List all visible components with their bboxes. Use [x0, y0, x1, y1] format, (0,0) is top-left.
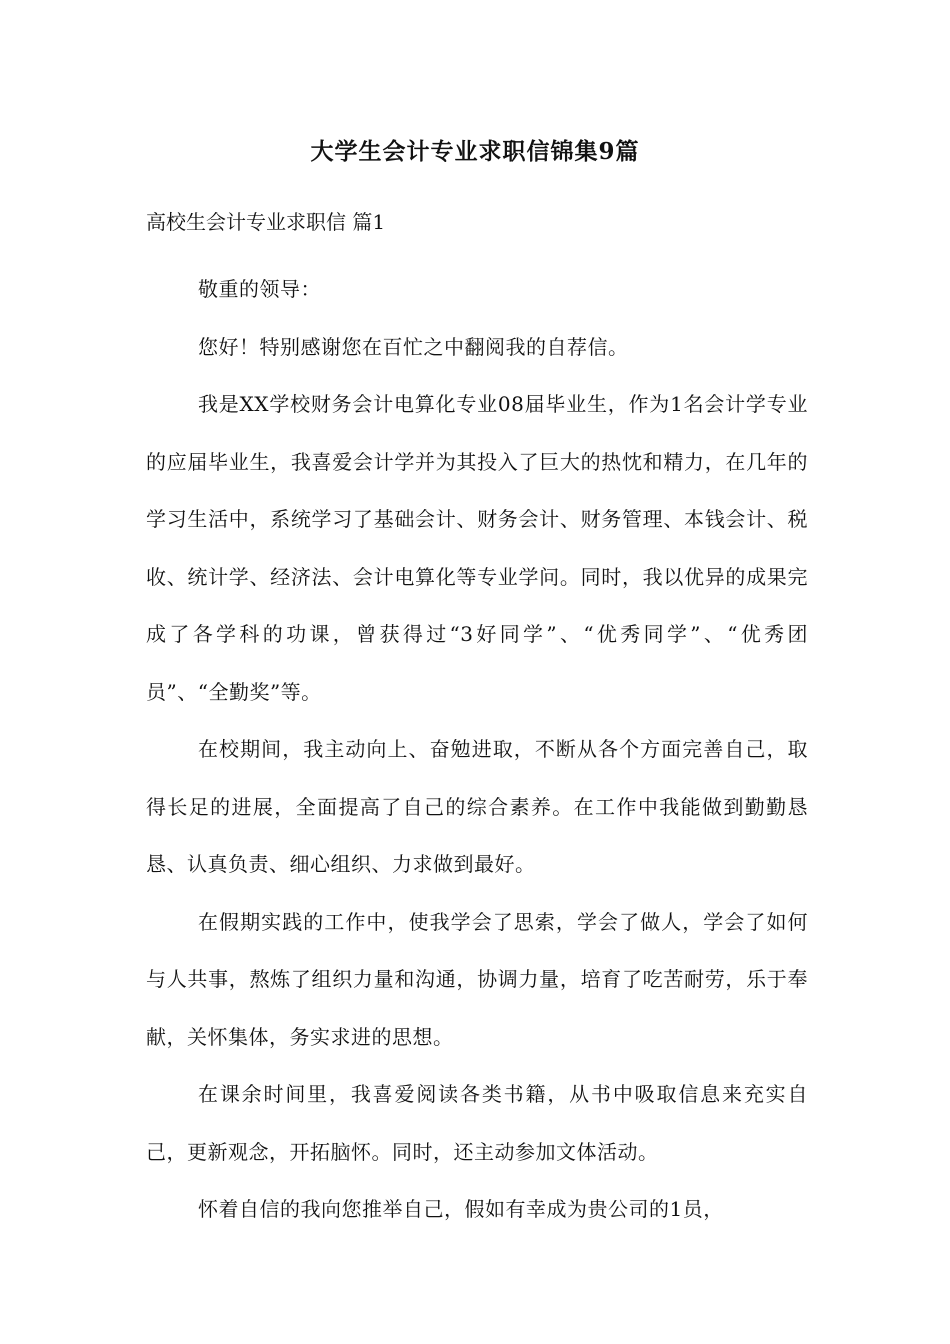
closing-paragraph: 怀着自信的我向您推举自己，假如有幸成为贵公司的1员，: [198, 1197, 724, 1221]
document-title: 大学生会计专业求职信锦集9篇: [310, 138, 640, 165]
section-heading: 高校生会计专业求职信 篇1: [146, 210, 386, 234]
salutation: 敬重的领导：: [198, 277, 321, 301]
leisure-paragraph: 在课余时间里，我喜爱阅读各类书籍，从书中吸取信息来充实自己，更新观念，开拓脑怀。同时，还主动参加文体活动。: [146, 1082, 808, 1164]
campus-paragraph: 在校期间，我主动向上、奋勉进取，不断从各个方面完善自己，取得长足的进展，全面提高了自己的综合素养。在工作中我能做到勤勤恳恳、认真负责、细心组织、力求做到最好。: [146, 737, 808, 876]
education-paragraph: 我是XX学校财务会计电算化专业08届毕业生，作为1名会计学专业的应届毕业生，我喜爱会计学并为其投入了巨大的热忱和精力，在几年的学习生活中，系统学习了基础会计、财务会计、财务管理、本钱会计、税收、统计学、经济法、会计电算化等专业学问。同时，我以优异的成果完成了各学科的功课，曾获得过“3好同学”、“优秀同学”、“优秀团员”、“全勤奖”等。: [146, 392, 808, 704]
practice-paragraph: 在假期实践的工作中，使我学会了思索，学会了做人，学会了如何与人共事，熬炼了组织力量和沟通，协调力量，培育了吃苦耐劳，乐于奉献，关怀集体，务实求进的思想。: [146, 909, 808, 1049]
letter-body: [146, 261, 808, 1239]
greeting-paragraph: 您好！特别感谢您在百忙之中翻阅我的自荐信。: [198, 334, 629, 359]
